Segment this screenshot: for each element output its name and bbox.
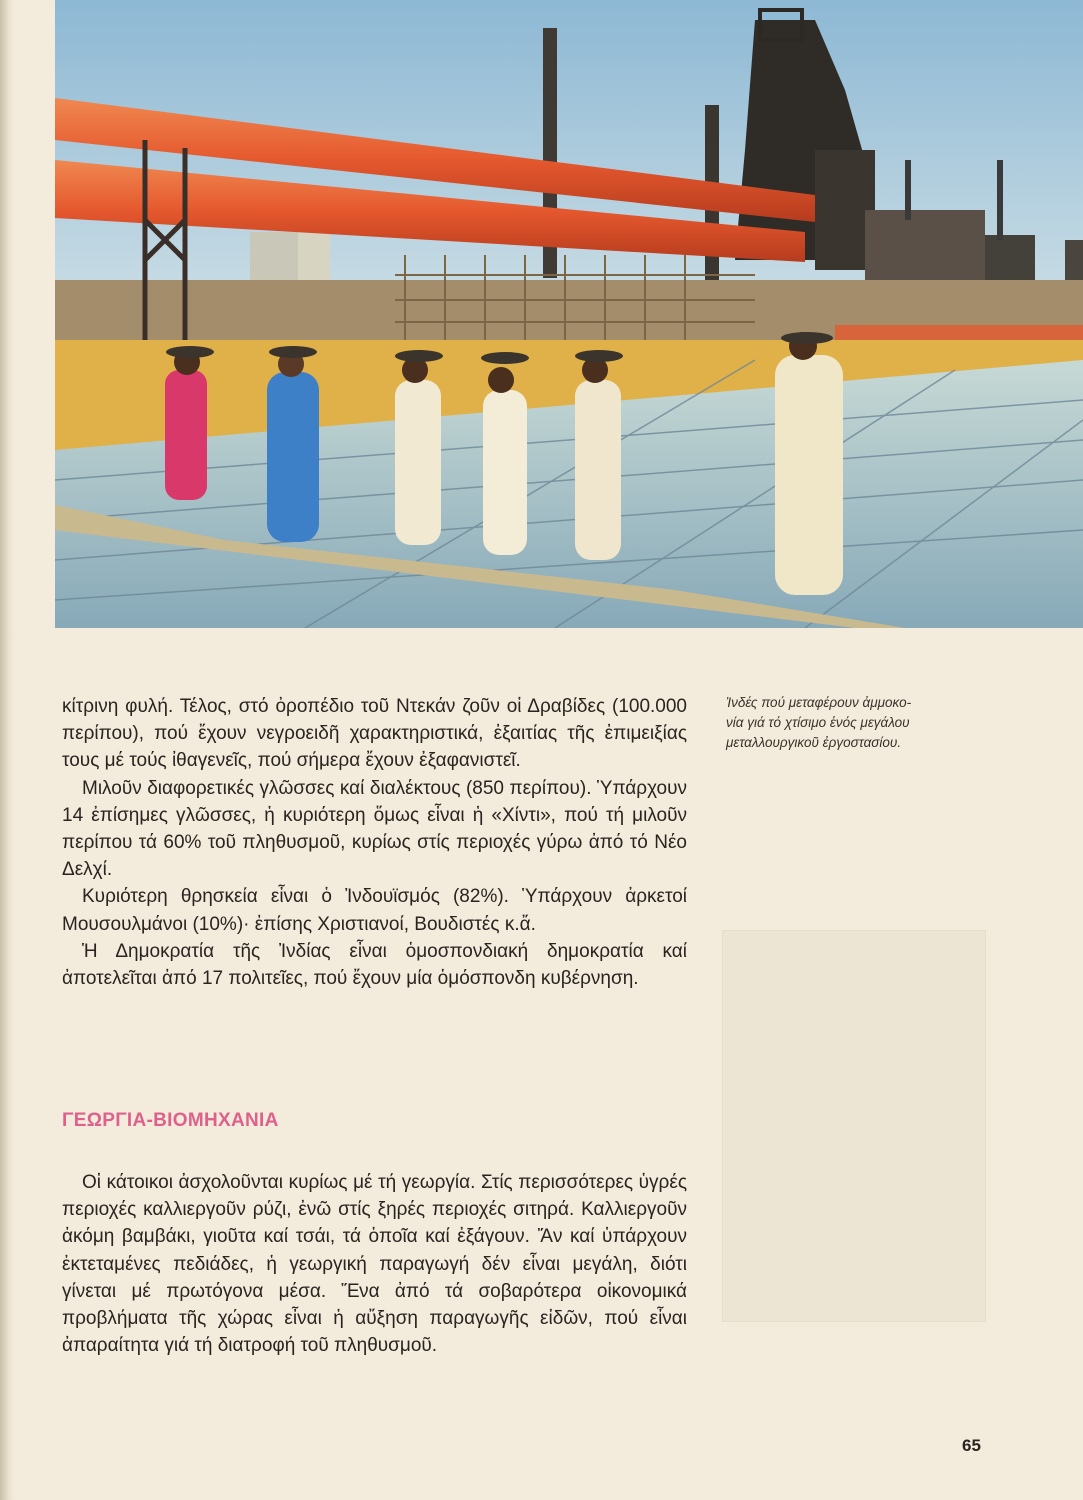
caption-line: νία γιά τό χτίσιμο ἑνός μεγάλου (726, 715, 910, 730)
faded-sidebar-box (722, 930, 986, 1322)
photo-caption (726, 693, 976, 753)
body-paragraph: Μιλοῦν διαφορετικές γλῶσσες καί διαλέκτους (850 περίπου). Ὑπάρχουν 14 ἐπίσημες γλῶσσες, ἡ κυριότερη ὅμως εἶναι ἡ «Χίντι», πού τή μιλοῦν περίπου τά 60% τοῦ πληθυσμοῦ, κυρίως στίς περιοχές γύρω ἀπό τό Νέο Δελχί. (62, 777, 687, 881)
industrial-photo (55, 0, 1083, 628)
photo-illustration (55, 0, 1083, 628)
body-paragraph: Κυριότερη θρησκεία εἶναι ὁ Ἰνδουϊσμός (82%). Ὑπάρχουν ἀρκετοί Μουσουλμάνοι (10%)· ἐπίσης Χριστιανοί, Βουδιστές κ.ἄ. (62, 886, 687, 935)
body-text-bottom (62, 1169, 687, 1359)
section-heading: ΓΕΩΡΓΙΑ-ΒΙΟΜΗΧΑΝΙΑ (62, 1110, 279, 1131)
body-text-top (62, 693, 687, 992)
caption-line: μεταλλουργικοῦ ἐργοστασίου. (726, 735, 902, 750)
body-paragraph: Ἡ Δημοκρατία τῆς Ἰνδίας εἶναι ὁμοσπονδιακή δημοκρατία καί ἀποτελεῖται ἀπό 17 πολιτεῖες, πού ἔχουν μία ὁμόσπονδη κυβέρνηση. (62, 940, 687, 990)
page-number: 65 (962, 1436, 981, 1455)
page-binding-shadow (0, 0, 14, 1500)
caption-line: Ἰνδές πού μεταφέρουν ἀμμοκο- (726, 695, 912, 710)
body-paragraph: κίτρινη φυλή. Τέλος, στό ὀροπέδιο τοῦ Ντεκάν ζοῦν οἱ Δραβίδες (100.000 περίπου), πού ἔχουν νεγροειδῆ χαρακτηριστικά, ἐξαιτίας τῆς ἐπιμειξίας τους μέ τούς ἰθαγενεῖς, πού σήμερα ἔχουν ἐξαφανιστεῖ. (62, 696, 687, 772)
body-paragraph: Οἱ κάτοικοι ἀσχολοῦνται κυρίως μέ τή γεωργία. Στίς περισσότερες ὑγρές περιοχές καλλιεργοῦν ρύζι, ἐνῶ στίς ξηρές περιοχές σιτηρά. Καλλιεργοῦν ἀκόμη βαμβάκι, γιοῦτα καί τσάι, τά ὁποῖα καί ἐξάγουν. Ἄν καί ὑπάρχουν ἐκτεταμένες πεδιάδες, ἡ γεωργική παραγωγή δέν εἶναι μεγάλη, διότι γίνεται μέ πρωτόγονα μέσα. Ἕνα ἀπό τά σοβαρότερα οἰκονομικά προβλήματα τῆς χώρας εἶναι ἡ αὔξηση παραγωγῆς εἰδῶν, πού εἶναι ἀπαραίτητα γιά τή διατροφή τοῦ πληθυσμοῦ. (62, 1172, 687, 1357)
